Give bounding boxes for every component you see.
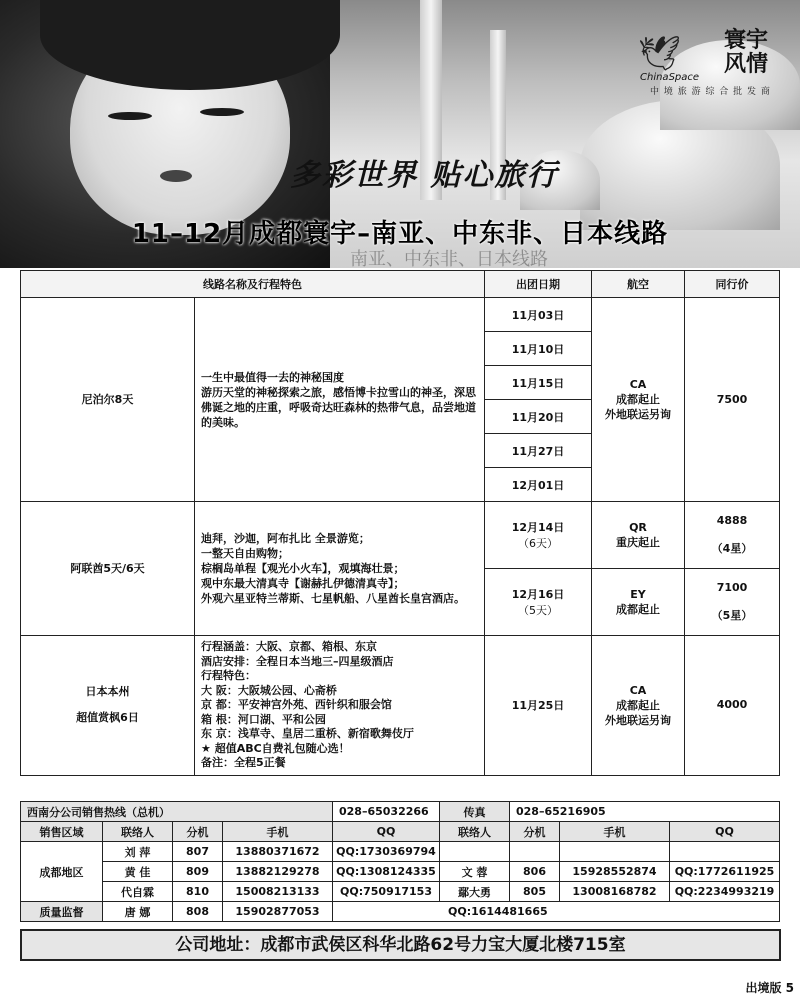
japan-airline <box>592 636 685 776</box>
nepal-date: 11月15日 <box>485 366 592 400</box>
header-price: 同行价 <box>685 271 780 298</box>
brand-logo <box>638 28 788 98</box>
brand-name-en: ChinaSpace <box>640 72 700 83</box>
tour-days: （6天） <box>518 537 558 550</box>
qc-mobile: 15902877053 <box>223 902 333 922</box>
uae-desc-line: 观中东最大清真寺【谢赫扎伊德清真寺】； <box>201 577 405 590</box>
bird-logo-icon: 🕊 <box>638 34 682 74</box>
contact-ext: 810 <box>173 882 223 902</box>
contact-qq: QQ:1308124335 <box>333 862 440 882</box>
contact-qq <box>670 842 780 862</box>
route-desc-nepal <box>195 298 485 502</box>
nepal-airline <box>592 298 685 502</box>
price-value: 7100 <box>716 581 748 594</box>
airline-code: CA <box>629 378 647 391</box>
contact-table <box>20 801 780 922</box>
page-headline: 11–12月成都寰宇–南亚、中东非、日本线路 <box>131 219 669 249</box>
qc-row <box>21 902 780 922</box>
col-header: 手机 <box>560 822 670 842</box>
uae-date-1 <box>485 502 592 569</box>
headline-ghost-text: 南亚、中东非、日本线路 <box>350 249 548 268</box>
contact-qq: QQ:1772611925 <box>670 862 780 882</box>
airline-origin: 重庆起止 <box>616 536 660 549</box>
left-eye <box>108 112 152 120</box>
contact-ext: 805 <box>510 882 560 902</box>
hotel-star: （4星） <box>711 542 753 555</box>
col-header: 联络人 <box>440 822 510 842</box>
airline-code: EY <box>630 588 646 601</box>
contact-ext: 806 <box>510 862 560 882</box>
nepal-desc-line: 游历天堂的神秘探索之旅，感悟博卡拉雪山的神圣，深思佛诞之地的庄重，呼吸奇达旺森林的热带气息，品尝地道的美味。 <box>201 385 476 429</box>
contact-name <box>440 842 510 862</box>
airline-code: CA <box>629 683 647 697</box>
col-header: 销售区域 <box>21 822 103 842</box>
contact-header-row <box>21 822 780 842</box>
nepal-date: 11月10日 <box>485 332 592 366</box>
uae-row-1 <box>21 502 780 569</box>
header-route: 线路名称及行程特色 <box>21 271 485 298</box>
airline-origin: 成都起止 <box>616 698 660 712</box>
edition-label: 出境版 5 <box>745 981 794 995</box>
contact-mobile: 15008213133 <box>223 882 333 902</box>
fax-number: 028–65216905 <box>510 802 780 822</box>
nepal-date: 11月03日 <box>485 298 592 332</box>
tour-date: 12月14日 <box>511 521 565 534</box>
airline-origin: 成都起止 <box>616 603 660 616</box>
contact-ext: 809 <box>173 862 223 882</box>
header-air: 航空 <box>592 271 685 298</box>
contact-qq: QQ:750917153 <box>333 882 440 902</box>
airline-origin: 成都起止 <box>616 393 660 406</box>
col-header: 手机 <box>223 822 333 842</box>
company-address: 公司地址：成都市武侯区科华北路62号力宝大厦北楼715室 <box>20 929 781 961</box>
uae-desc-line: 一整天自由购物； <box>201 547 289 560</box>
contact-row <box>21 842 780 862</box>
contact-mobile: 15928552874 <box>560 862 670 882</box>
japan-name-line: 超值赏枫6日 <box>76 711 139 725</box>
brand-tagline: 中 境 旅 游 综 合 批 发 商 <box>650 87 771 97</box>
contact-name: 鄢大勇 <box>440 882 510 902</box>
fax-label: 传真 <box>440 802 510 822</box>
japan-date: 11月25日 <box>485 636 592 776</box>
lips <box>160 170 192 182</box>
contact-mobile: 13008168782 <box>560 882 670 902</box>
nepal-date: 12月01日 <box>485 468 592 502</box>
uae-price-1 <box>685 502 780 569</box>
nepal-row-1 <box>21 298 780 332</box>
brand-name-cn: 寰宇风情 <box>724 27 769 77</box>
contact-name: 刘 萍 <box>103 842 173 862</box>
contact-qq: QQ:2234993219 <box>670 882 780 902</box>
col-header: QQ <box>333 822 440 842</box>
route-name-uae: 阿联酋5天/6天 <box>21 502 195 636</box>
sales-region: 成都地区 <box>21 842 103 902</box>
route-desc-japan <box>195 636 485 776</box>
hotline-row <box>21 802 780 822</box>
qc-qq: QQ:1614481665 <box>333 902 780 922</box>
hotel-star: （5星） <box>711 609 753 622</box>
nepal-date: 11月20日 <box>485 400 592 434</box>
nepal-date: 11月27日 <box>485 434 592 468</box>
header-date: 出团日期 <box>485 271 592 298</box>
uae-date-2 <box>485 569 592 636</box>
contact-row <box>21 882 780 902</box>
tour-date: 12月16日 <box>511 588 565 601</box>
uae-airline-2 <box>592 569 685 636</box>
contact-name: 黄 佳 <box>103 862 173 882</box>
airline-note: 外地联运另询 <box>605 408 671 421</box>
col-header: 联络人 <box>103 822 173 842</box>
uae-desc-line: 棕榈岛单程【观光小火车】，观填海壮景； <box>201 562 405 575</box>
hotline-number: 028–65032266 <box>333 802 440 822</box>
contact-name: 代自霖 <box>103 882 173 902</box>
route-table <box>20 270 780 776</box>
uae-airline-1 <box>592 502 685 569</box>
header-banner <box>0 0 800 268</box>
route-table-header <box>21 271 780 298</box>
col-header: 分机 <box>510 822 560 842</box>
japan-price: 4000 <box>685 636 780 776</box>
japan-desc-line: 行程特色： <box>201 669 256 682</box>
japan-desc-line: 京 都：平安神宫外苑、西针织和服会馆 <box>201 698 392 711</box>
japan-row <box>21 636 780 776</box>
contact-ext <box>510 842 560 862</box>
airline-code: QR <box>629 521 647 534</box>
contact-ext: 807 <box>173 842 223 862</box>
right-eye <box>200 108 244 116</box>
uae-desc-line: 迪拜，沙迦，阿布扎比 全景游览； <box>201 532 370 545</box>
route-name-japan <box>21 636 195 776</box>
nepal-desc-line: 一生中最值得一去的神秘国度 <box>201 370 344 384</box>
japan-desc-line: 箱 根：河口湖、平和公园 <box>201 712 326 726</box>
airline-note: 外地联运另询 <box>605 713 671 727</box>
contact-mobile: 13880371672 <box>223 842 333 862</box>
contact-mobile: 13882129278 <box>223 862 333 882</box>
uae-desc-line: 外观六星亚特兰蒂斯、七星帆船、八星酋长皇宫酒店。 <box>201 592 465 605</box>
route-desc-uae <box>195 502 485 636</box>
japan-desc-line: 东 京：浅草寺、皇居二重桥、新宿歌舞伎厅 <box>201 727 414 740</box>
col-header: 分机 <box>173 822 223 842</box>
slogan: 多彩世界 贴心旅行 <box>290 158 559 193</box>
col-header: QQ <box>670 822 780 842</box>
qc-label: 质量监督 <box>21 902 103 922</box>
contact-qq: QQ:1730369794 <box>333 842 440 862</box>
tour-days: （5天） <box>518 604 558 617</box>
uae-price-2 <box>685 569 780 636</box>
japan-desc-line: 大 阪：大阪城公园、心斋桥 <box>201 683 337 697</box>
route-name-nepal: 尼泊尔8天 <box>21 298 195 502</box>
japan-desc-line: 酒店安排：全程日本当地三–四星级酒店 <box>201 654 394 668</box>
japan-desc-line: 行程涵盖：大阪、京都、箱根、东京 <box>201 640 377 653</box>
price-value: 4888 <box>716 514 748 527</box>
contact-name: 文 蓉 <box>440 862 510 882</box>
japan-desc-line: ★ 超值ABC自费礼包随心选！ <box>201 741 350 755</box>
japan-name-line: 日本本州 <box>85 685 130 699</box>
hotline-label: 西南分公司销售热线（总机） <box>21 802 333 822</box>
qc-name: 唐 娜 <box>103 902 173 922</box>
japan-desc-line: 备注：全程5正餐 <box>201 756 286 769</box>
contact-mobile <box>560 842 670 862</box>
contact-row <box>21 862 780 882</box>
nepal-price: 7500 <box>685 298 780 502</box>
qc-ext: 808 <box>173 902 223 922</box>
